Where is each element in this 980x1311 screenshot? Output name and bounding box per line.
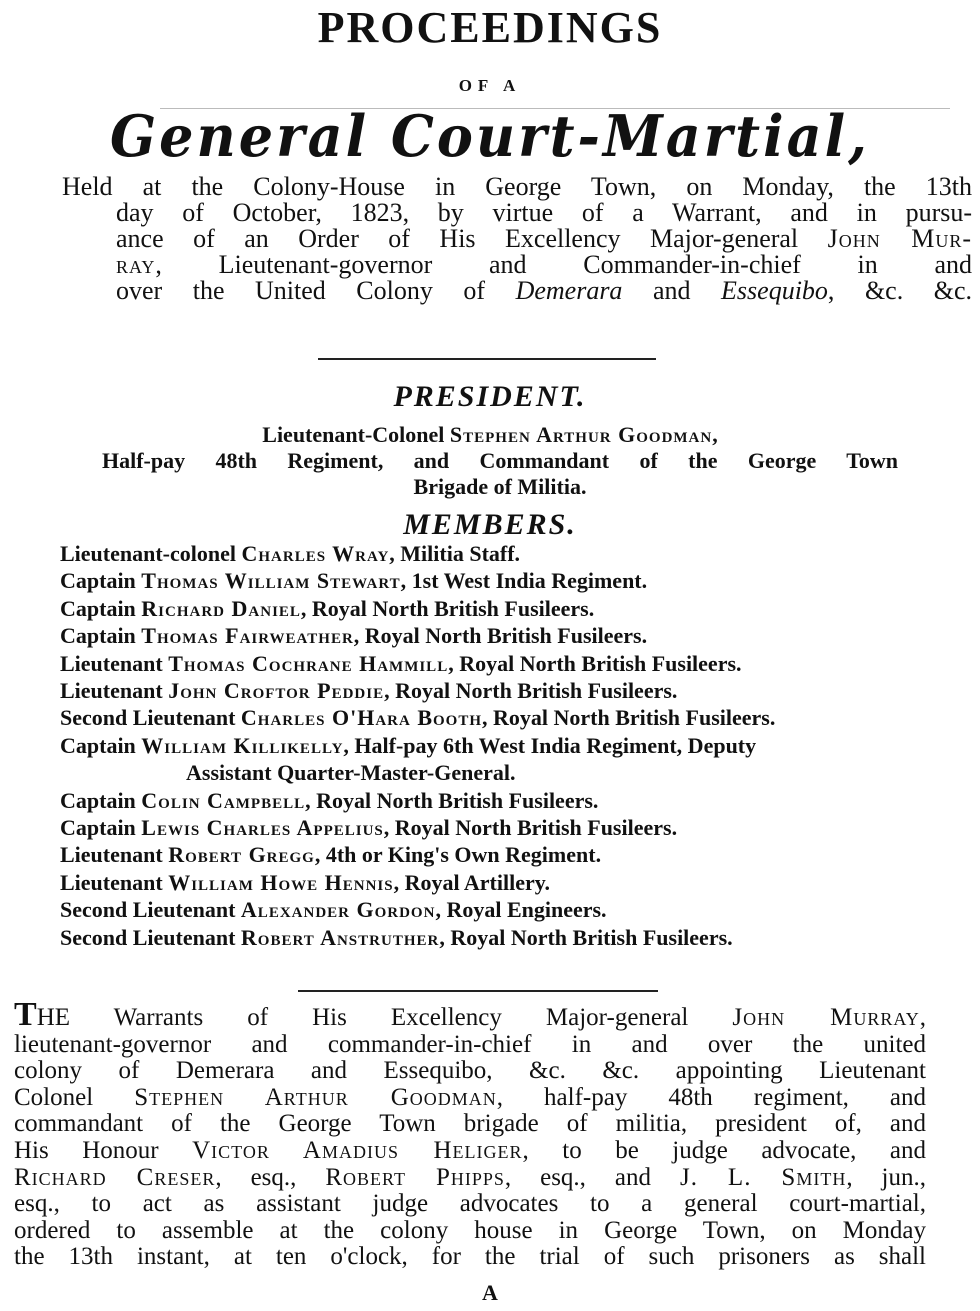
body-line: ordered to assemble at the colony house in George Town, on Monday	[14, 1216, 926, 1244]
member-name: Robert Gregg	[168, 842, 315, 868]
member-unit: , Royal North British Fusileers.	[383, 815, 678, 841]
drop-cap: T	[14, 996, 37, 1033]
member-name: Charles O'Hara Booth	[240, 705, 483, 731]
member-unit: , Militia Staff.	[389, 541, 521, 566]
member-rank: Second Lieutenant	[60, 924, 241, 950]
member-continuation: Assistant Quarter-Master-General.	[186, 760, 516, 786]
intro-line	[62, 226, 972, 252]
body-line: colony of Demerara and Essequibo, &c. &c. appointing Lieutenant	[14, 1057, 926, 1085]
member-line	[60, 787, 960, 814]
body-line	[14, 1085, 926, 1112]
member-rank: Captain	[60, 623, 142, 649]
member-name: Lewis Charles Appelius	[141, 815, 384, 841]
member-rank: Captain	[60, 732, 142, 758]
intro-place: Demerara	[515, 276, 623, 305]
member-rank: Lieutenant	[60, 650, 169, 676]
member-name: Thomas William Stewart	[141, 568, 401, 594]
body-name: Richard Creser	[14, 1163, 216, 1191]
body-name: Robert Phipps	[325, 1163, 505, 1191]
president-line: Brigade of Militia.	[413, 474, 587, 499]
body-line: lieutenant-governor and commander-in-chief in and over the united	[14, 1030, 926, 1058]
body-line	[14, 1165, 926, 1192]
member-unit: , Royal North British Fusileers.	[482, 705, 776, 731]
body-name: Victor Amadius Heliger	[192, 1136, 523, 1164]
member-rank: Captain	[60, 595, 142, 621]
body-text: , jun.,	[846, 1163, 926, 1191]
body-text: HE Warrants of His Excellency Major-general	[36, 1004, 733, 1031]
intro-name: ray	[116, 250, 156, 279]
member-rank: Second Lieutenant	[60, 897, 241, 923]
member-line	[60, 704, 960, 731]
intro-name: John Mur-	[827, 224, 972, 253]
body-text: His Honour	[14, 1136, 193, 1164]
member-line	[60, 924, 960, 951]
member-line	[60, 540, 960, 567]
of-a-subtitle: OF A	[458, 76, 522, 95]
body-paragraph	[14, 996, 926, 1271]
president-line	[0, 422, 980, 448]
intro-text: , &c. &c.	[827, 276, 972, 305]
member-rank: Lieutenant-colonel	[60, 541, 242, 566]
member-line	[60, 814, 960, 841]
member-rank: Lieutenant	[60, 678, 169, 704]
president-heading: PRESIDENT.	[393, 380, 587, 413]
members-heading: MEMBERS.	[403, 508, 577, 541]
member-unit: , Royal Engineers.	[435, 897, 607, 923]
member-unit: , Royal North British Fusileers.	[384, 678, 678, 704]
body-text: ,	[919, 1004, 926, 1031]
intro-line	[62, 252, 972, 278]
president-rank: Lieutenant-Colonel	[262, 422, 450, 447]
member-line	[60, 595, 960, 622]
body-text: Colonel	[14, 1083, 135, 1111]
blackletter-heading: General Court-Martial,	[110, 102, 870, 170]
body-line: commandant of the George Town brigade of militia, president of, and	[14, 1110, 926, 1138]
member-name: John Croftor Peddie	[168, 678, 385, 704]
page-title: PROCEEDINGS	[317, 3, 663, 52]
intro-line: day of October, 1823, by virtue of a Warrant, and in pursu-	[116, 198, 972, 227]
member-unit: , Royal Artillery.	[393, 869, 551, 895]
president-punct: ,	[712, 422, 718, 447]
member-unit: , Royal North British Fusileers.	[439, 924, 733, 950]
body-name: John Murray	[732, 1004, 920, 1031]
member-line	[60, 841, 960, 868]
intro-text: , Lieutenant-governor and Commander-in-chief in and	[155, 250, 972, 279]
president-name: Stephen Arthur Goodman	[449, 422, 713, 447]
body-name: Stephen Arthur Goodman	[134, 1083, 497, 1111]
president-line: Half-pay 48th Regiment, and Commandant of the George Town	[102, 448, 898, 473]
member-rank: Captain	[60, 568, 142, 594]
body-text: , esq.,	[215, 1163, 326, 1191]
member-name: Alexander Gordon	[240, 897, 436, 923]
intro-paragraph	[62, 174, 972, 304]
body-name: J. L. Smith	[679, 1163, 847, 1191]
member-line	[60, 896, 960, 923]
member-name: Thomas Cochrane Hammill	[168, 650, 449, 676]
member-line	[60, 759, 960, 786]
member-name: Robert Anstruther	[240, 924, 440, 950]
body-text: , half-pay 48th regiment, and	[496, 1083, 926, 1111]
section-rule	[298, 990, 658, 992]
member-name: Thomas Fairweather	[141, 623, 354, 649]
intro-line	[62, 278, 972, 304]
body-line	[14, 1138, 926, 1165]
member-unit: , Royal North British Fusileers.	[353, 623, 648, 649]
body-line: the 13th instant, at ten o'clock, for the trial of such prisoners as shall	[14, 1243, 926, 1271]
member-name: Richard Daniel	[141, 595, 301, 621]
intro-line: Held at the Colony-House in George Town, on Monday, the 13th	[62, 172, 972, 201]
body-line: esq., to act as assistant judge advocates to a general court-martial,	[14, 1190, 926, 1218]
member-line	[60, 622, 960, 649]
body-line	[14, 996, 926, 1033]
member-rank: Captain	[60, 787, 142, 813]
member-unit: , 4th or King's Own Regiment.	[314, 842, 602, 868]
member-rank: Lieutenant	[60, 869, 169, 895]
member-unit: , 1st West India Regiment.	[400, 568, 648, 594]
intro-text: ance of an Order of His Excellency Major-general	[116, 224, 828, 253]
member-rank: Captain	[60, 815, 142, 841]
members-list	[60, 540, 960, 951]
member-name: William Killikelly	[141, 732, 344, 758]
member-name: William Howe Hennis	[168, 869, 394, 895]
member-unit: , Royal North British Fusileers.	[305, 787, 599, 813]
member-line	[60, 732, 960, 759]
intro-text: over the United Colony of	[116, 276, 516, 305]
member-line	[60, 567, 960, 594]
member-unit: , Half-pay 6th West India Regiment, Deputy	[343, 732, 757, 758]
body-text: , esq., and	[504, 1163, 680, 1191]
member-rank: Lieutenant	[60, 842, 169, 868]
member-name: Colin Campbell	[141, 787, 306, 813]
intro-text: and	[622, 276, 722, 305]
intro-place: Essequibo	[721, 276, 828, 305]
member-unit: , Royal North British Fusileers.	[448, 650, 742, 676]
member-line	[60, 677, 960, 704]
signature-mark: A	[482, 1280, 498, 1305]
member-line	[60, 650, 960, 677]
member-rank: Second Lieutenant	[60, 705, 241, 731]
member-line	[60, 869, 960, 896]
member-name: Charles Wray	[241, 541, 390, 566]
member-unit: , Royal North British Fusileers.	[300, 595, 595, 621]
section-rule	[318, 358, 656, 360]
body-text: , to be judge advocate, and	[522, 1136, 926, 1164]
